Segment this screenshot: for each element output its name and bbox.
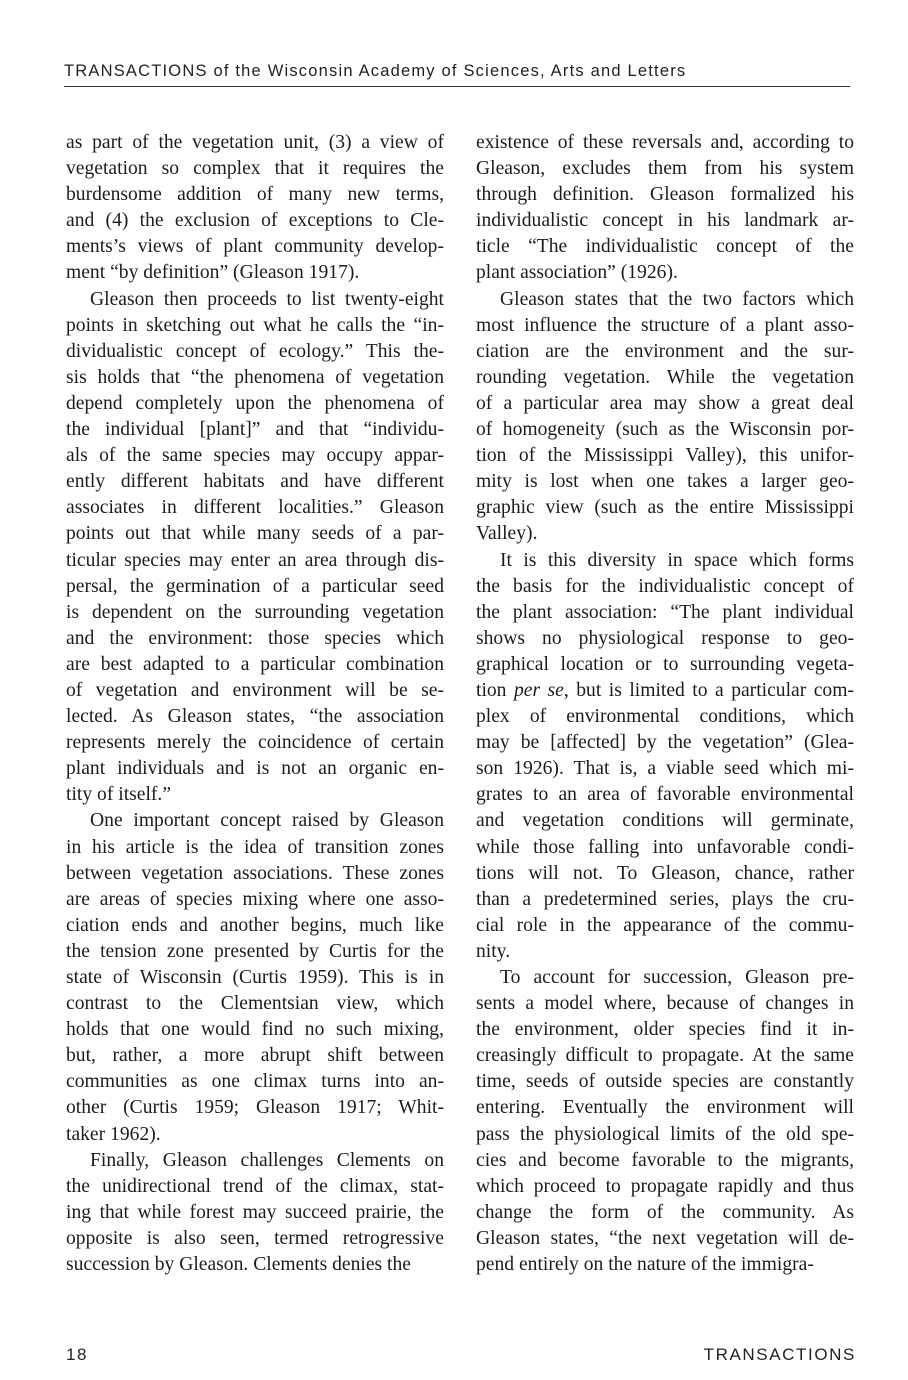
text-line: the basis for the individualistic concept of: [476, 575, 854, 597]
text-line: opposite is also seen, termed retrogressive: [66, 1227, 444, 1249]
text-line: represents merely the coincidence of certain: [66, 732, 444, 754]
text-line: ing that while forest may succeed prairie, the: [66, 1201, 444, 1223]
text-line: of a particular area may show a great deal: [476, 392, 854, 414]
text-line: ciation ends and another begins, much like: [66, 914, 444, 936]
text-line: ticular species may enter an area through dis-: [66, 549, 444, 571]
running-head: TRANSACTIONS of the Wisconsin Academy of Sciences, Arts and Letters: [64, 62, 687, 80]
text-line: cies and become favorable to the migrants,: [476, 1149, 854, 1171]
text-line: than a predetermined series, plays the cru-: [476, 888, 854, 910]
paragraph: [66, 1148, 444, 1278]
paragraph: [476, 130, 854, 287]
text-line: of homogeneity (such as the Wisconsin por-: [476, 419, 854, 441]
text-line: pend entirely on the nature of the immigra-: [476, 1254, 814, 1276]
text-line: the environment, older species find it in-: [476, 1019, 854, 1041]
text-line: the plant association: “The plant individual: [476, 601, 854, 623]
text-line: the individual [plant]” and that “individu-: [66, 419, 444, 441]
text-line: tity of itself.”: [66, 784, 172, 806]
text-line: and vegetation conditions will germinate,: [476, 810, 854, 832]
text-line: plant individuals and is not an organic en-: [66, 758, 444, 780]
text-line: creasingly difficult to propagate. At the same: [476, 1045, 854, 1067]
footer-journal-name: TRANSACTIONS: [703, 1345, 856, 1364]
text-line: son 1926). That is, a viable seed which mi-: [476, 758, 854, 780]
text-line: but, rather, a more abrupt shift between: [66, 1045, 444, 1067]
text-line: It is this diversity in space which forms: [500, 549, 854, 571]
paragraph: [66, 130, 444, 287]
text-line: sents a model where, because of changes in: [476, 993, 854, 1015]
text-line: entering. Eventually the environment will: [476, 1097, 854, 1119]
text-line: change the form of the community. As: [476, 1201, 854, 1223]
text-line: cial role in the appearance of the commu-: [476, 914, 854, 936]
text-line: succession by Gleason. Clements denies the: [66, 1254, 411, 1276]
text-line: pass the physiological limits of the old spe-: [476, 1123, 854, 1145]
text-line: persal, the germination of a particular seed: [66, 575, 444, 597]
text-line: time, seeds of outside species are constantly: [476, 1071, 854, 1093]
text-line: tion per se, but is limited to a particular com-: [476, 679, 854, 701]
text-line: may be [affected] by the vegetation” (Glea-: [476, 732, 854, 754]
text-line: lected. As Gleason states, “the association: [66, 706, 444, 728]
left-column: [66, 130, 444, 1278]
text-line: graphical location or to surrounding vegeta-: [476, 653, 854, 675]
text-line: grates to an area of favorable environmental: [476, 784, 854, 806]
paragraph: [476, 287, 854, 548]
text-line: Gleason, excludes them from his system: [476, 158, 854, 180]
text-line: associates in different localities.” Gleason: [66, 497, 444, 519]
text-line: sis holds that “the phenomena of vegetation: [66, 366, 444, 388]
text-line: the tension zone presented by Curtis for the: [66, 940, 444, 962]
text-line: als of the same species may occupy appar-: [66, 445, 444, 467]
text-line: dividualistic concept of ecology.” This the-: [66, 340, 444, 362]
paragraph: [476, 965, 854, 1278]
text-line: holds that one would find no such mixing,: [66, 1019, 444, 1041]
text-line: state of Wisconsin (Curtis 1959). This is in: [66, 967, 444, 988]
text-line: individualistic concept in his landmark ar-: [476, 210, 854, 232]
text-line: plex of environmental conditions, which: [476, 706, 854, 728]
text-line: through definition. Gleason formalized his: [476, 184, 854, 206]
text-line: graphic view (such as the entire Mississippi: [476, 497, 854, 519]
text-line: while those falling into unfavorable condi-: [476, 836, 854, 858]
text-line: points out that while many seeds of a par-: [66, 523, 444, 545]
text-line: ticle “The individualistic concept of the: [476, 236, 854, 258]
text-line: shows no physiological response to geo-: [476, 627, 854, 649]
text-line: existence of these reversals and, according to: [476, 132, 854, 153]
text-line: communities as one climax turns into an-: [66, 1071, 444, 1093]
text-line: nity.: [476, 940, 511, 962]
paragraph: [66, 808, 444, 1147]
text-line: plant association” (1926).: [476, 262, 678, 284]
text-line: contrast to the Clementsian view, which: [66, 993, 444, 1015]
text-line: ciation are the environment and the sur-: [476, 340, 854, 362]
text-line: the unidirectional trend of the climax, stat-: [66, 1175, 444, 1197]
text-line: are areas of species mixing where one asso-: [66, 888, 444, 910]
text-line: To account for succession, Gleason pre-: [500, 967, 854, 988]
text-line: and (4) the exclusion of exceptions to Cle-: [66, 210, 444, 232]
text-line: is dependent on the surrounding vegetation: [66, 601, 444, 623]
paragraph: [66, 287, 444, 809]
text-line: Gleason then proceeds to list twenty-eight: [90, 288, 444, 310]
header-rule: [64, 86, 850, 87]
text-line: tion of the Mississippi Valley), this unifor-: [476, 445, 854, 467]
text-line: Valley).: [476, 523, 538, 545]
text-line: between vegetation associations. These zones: [66, 862, 444, 884]
text-line: ment “by definition” (Gleason 1917).: [66, 262, 360, 284]
text-line: rounding vegetation. While the vegetation: [476, 366, 854, 388]
paragraph: [476, 548, 854, 966]
text-line: One important concept raised by Gleason: [90, 810, 444, 832]
text-line: taker 1962).: [66, 1123, 161, 1145]
text-line: Gleason states, “the next vegetation will de-: [476, 1227, 854, 1249]
text-line: tions will not. To Gleason, chance, rather: [476, 862, 854, 884]
text-line: depend completely upon the phenomena of: [66, 392, 444, 414]
text-line: in his article is the idea of transition zones: [66, 836, 444, 858]
text-line: mity is lost when one takes a larger geo-: [476, 471, 854, 493]
text-line: burdensome addition of many new terms,: [66, 184, 444, 206]
text-line: as part of the vegetation unit, (3) a view of: [66, 132, 444, 153]
text-line: other (Curtis 1959; Gleason 1917; Whit-: [66, 1097, 444, 1119]
text-line: points in sketching out what he calls the “in-: [66, 314, 444, 336]
text-line: Gleason states that the two factors which: [500, 288, 854, 310]
text-line: ently different habitats and have different: [66, 471, 444, 493]
page-number: 18: [66, 1345, 89, 1364]
text-line: most influence the structure of a plant asso-: [476, 314, 854, 336]
text-line: vegetation so complex that it requires the: [66, 158, 444, 180]
right-column: [476, 130, 854, 1278]
text-line: which proceed to propagate rapidly and thus: [476, 1175, 854, 1197]
text-line: of vegetation and environment will be se-: [66, 679, 444, 701]
text-line: Finally, Gleason challenges Clements on: [90, 1149, 444, 1171]
text-line: ments’s views of plant community develop-: [66, 236, 444, 258]
text-line: and the environment: those species which: [66, 627, 444, 649]
text-line: are best adapted to a particular combination: [66, 653, 444, 675]
